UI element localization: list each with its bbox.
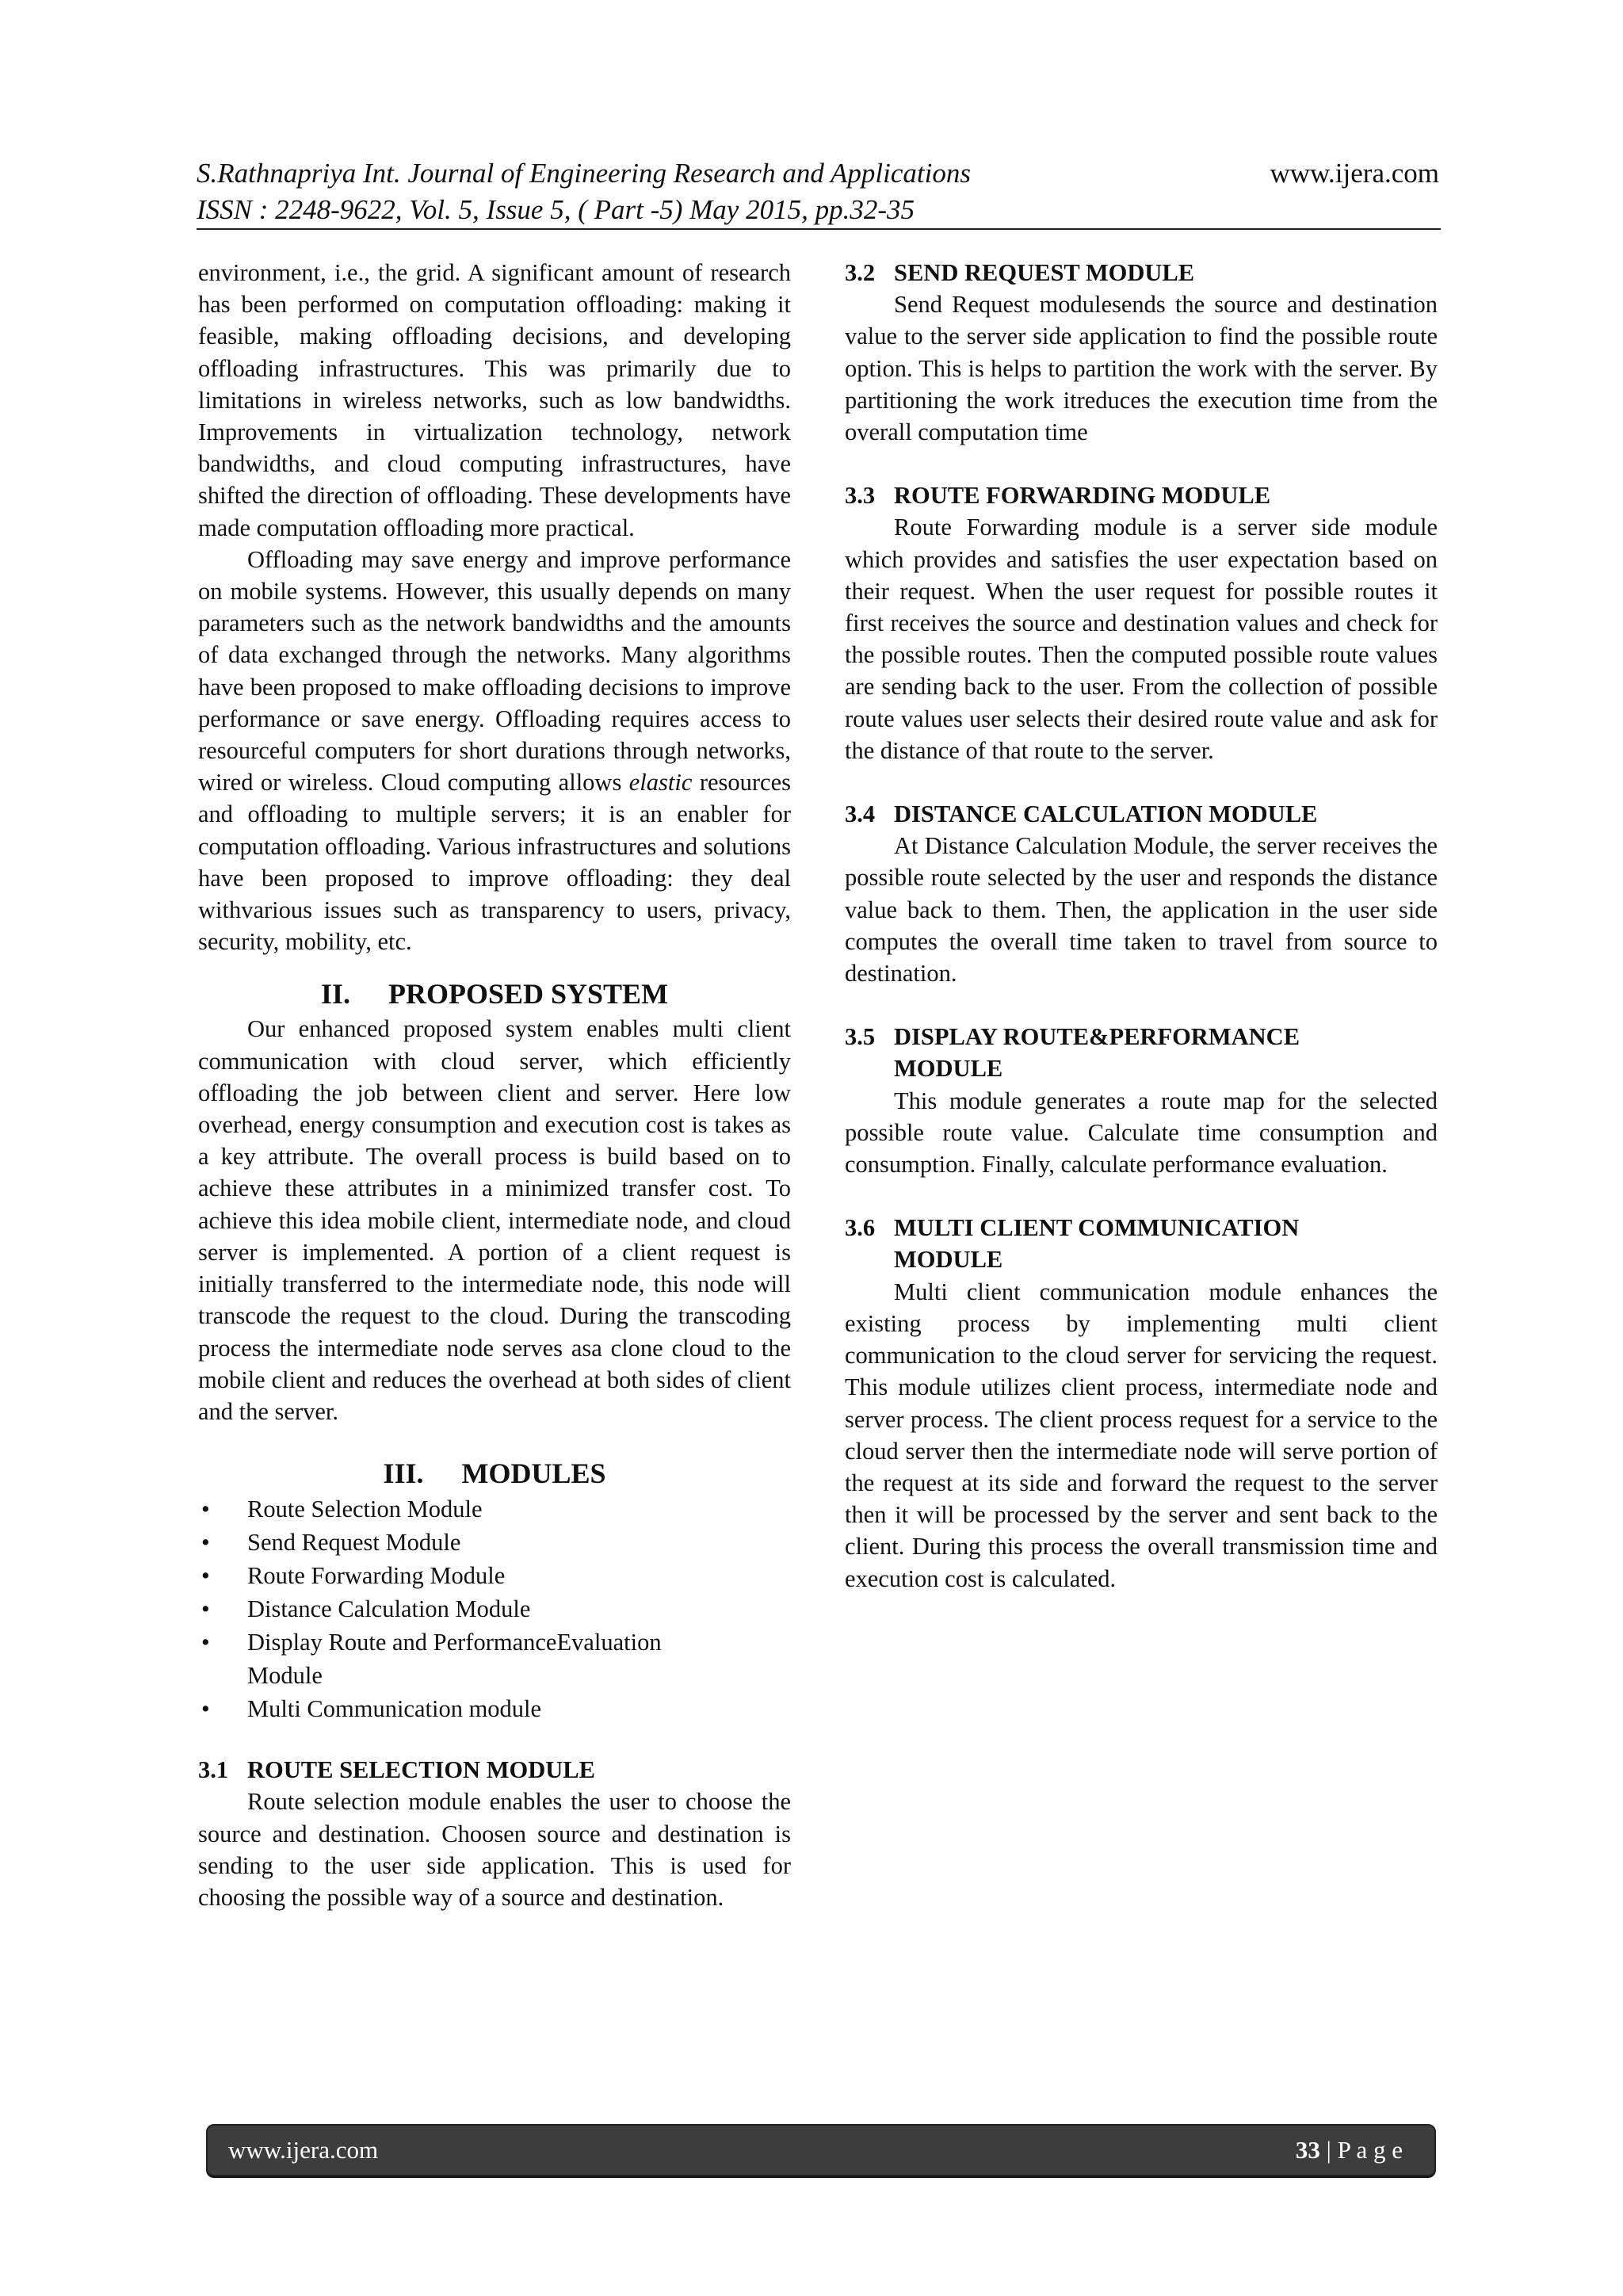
modules-list <box>198 1492 791 1725</box>
paragraph-multi-client: Multi client communication module enhances the existing process by implementing multi client communication to the cloud server for servicing the request. This module utilizes client process, intermediate node and server process. The client process request for a service to the cloud server then the intermediate node will serve portion of the request at its side and forward the request to the server then it will be processed by the server and sent back to the client. During this process the overall transmission time and execution cost is calculated. <box>845 1278 1438 1592</box>
subsection-number: 3.6 <box>845 1214 876 1242</box>
paragraph-route-selection: Route selection module enables the user to choose the source and destination. Choosen source and destination is sending to the user side application. This is used for choosing the possible way of a source and destination. <box>198 1788 791 1911</box>
list-item <box>198 1492 791 1526</box>
section-heading-proposed-system <box>198 976 791 1011</box>
subsection-title: ROUTE FORWARDING MODULE <box>894 482 1271 510</box>
paragraph-offloading-text-a: Offloading may save energy and improve performance on mobile systems. However, this usually depends on many parameters such as the network bandwidths and the amounts of data exchanged through the networks. Many algorithms have been proposed to make offloading decisions to improve performance or save energy. Offloading requires access to resourceful computers for short durations through networks, wired or wireless. Cloud computing allows <box>198 545 791 797</box>
section-title: PROPOSED SYSTEM <box>388 978 669 1010</box>
list-item <box>198 1692 791 1725</box>
subsection-heading-route-forwarding <box>845 479 1438 511</box>
list-item-text: Route Selection Module <box>247 1496 483 1523</box>
journal-title: S.Rathnapriya Int. Journal of Engineering Research and Applications <box>197 158 971 189</box>
paragraph-offloading <box>198 544 791 958</box>
list-item-text: Multi Communication module <box>247 1695 542 1723</box>
list-item-text: Route Forwarding Module <box>247 1562 506 1590</box>
page-header <box>197 155 1439 228</box>
emphasis-elastic: elastic <box>628 769 693 797</box>
list-item <box>198 1626 791 1692</box>
page-footer <box>206 2124 1436 2176</box>
paragraph-offloading-text-b: resources and offloading to multiple servers; it is an enabler for computation offloading. Various infrastructures and solutions have been proposed to improve offloading: they deal withvarious issues such as transparency to users, privacy, security, mobility, etc. <box>198 769 792 956</box>
right-column <box>845 257 1438 1595</box>
header-url[interactable]: www.ijera.com <box>1270 158 1439 189</box>
subsection-title: MULTI CLIENT COMMUNICATION MODULE <box>894 1214 1300 1274</box>
subsection-heading-display-route <box>845 1021 1438 1084</box>
paragraph-distance-calculation: At Distance Calculation Module, the server receives the possible route selected by the user and responds the distance value back to them. Then, the application in the user side computes the overall time taken to travel from source to destination. <box>845 832 1438 988</box>
bullet-icon: • <box>201 1629 210 1656</box>
footer-url[interactable]: www.ijera.com <box>228 2136 379 2164</box>
paragraph-send-request: Send Request modulesends the source and destination value to the server side application to find the possible route option. This is helps to partition the work with the server. By partitioning the work itreduces the execution time from the overall computation time <box>845 291 1438 446</box>
subsection-title: ROUTE SELECTION MODULE <box>247 1756 595 1784</box>
subsection-number: 3.5 <box>845 1023 876 1051</box>
subsection-number: 3.2 <box>845 259 876 286</box>
subsection-title: DISTANCE CALCULATION MODULE <box>894 800 1318 828</box>
page-text: | P a g e <box>1319 2136 1403 2164</box>
subsection-title: SEND REQUEST MODULE <box>894 259 1195 286</box>
subsection-heading-send-request <box>845 257 1438 288</box>
section-number: III. <box>383 1457 424 1490</box>
page-number: 33 <box>1295 2136 1320 2164</box>
subsection-heading-route-selection <box>198 1754 791 1786</box>
bullet-icon: • <box>201 1529 210 1557</box>
list-item-text: Display Route and PerformanceEvaluation Module <box>247 1629 662 1690</box>
section-title: MODULES <box>461 1457 606 1490</box>
page-number-label <box>1296 2136 1403 2164</box>
list-item <box>198 1526 791 1559</box>
subsection-title: DISPLAY ROUTE&PERFORMANCE MODULE <box>894 1023 1300 1083</box>
bullet-icon: • <box>201 1562 210 1590</box>
paragraph-display-route: This module generates a route map for the selected possible route value. Calculate time consumption and consumption. Finally, calculate performance evaluation. <box>845 1087 1438 1179</box>
list-item <box>198 1592 791 1626</box>
section-heading-modules <box>198 1456 791 1491</box>
bullet-icon: • <box>201 1695 210 1723</box>
subsection-number: 3.4 <box>845 800 876 828</box>
paragraph-intro-continued: environment, i.e., the grid. A significant amount of research has been performed on computation offloading: making it feasible, making offloading decisions, and developing offloading infrastructures. This was primarily due to limitations in wireless networks, such as low bandwidths. Improvements in virtualization technology, network bandwidths, and cloud computing infrastructures, have shifted the direction of offloading. These developments have made computation offloading more practical. <box>198 259 791 541</box>
list-item-text: Distance Calculation Module <box>247 1595 531 1623</box>
subsection-number: 3.1 <box>198 1756 229 1784</box>
bullet-icon: • <box>201 1496 210 1523</box>
list-item-text: Send Request Module <box>247 1529 461 1557</box>
subsection-heading-distance-calculation <box>845 798 1438 830</box>
bullet-icon: • <box>201 1595 210 1623</box>
subsection-heading-multi-client <box>845 1212 1438 1275</box>
subsection-number: 3.3 <box>845 482 876 510</box>
issn-line: ISSN : 2248-9622, Vol. 5, Issue 5, ( Part -5) May 2015, pp.32-35 <box>197 194 915 225</box>
paragraph-proposed-system: Our enhanced proposed system enables multi client communication with cloud server, which efficiently offloading the job between client and server. Here low overhead, energy consumption and execution cost is takes as a key attribute. The overall process is build based on to achieve these attributes in a minimized transfer cost. To achieve this idea mobile client, intermediate node, and cloud server is implemented. A portion of a client request is initially transferred to the intermediate node, this node will transcode the request to the cloud. During the transcoding process the intermediate node serves asa clone cloud to the mobile client and reduces the overhead at both sides of client and the server. <box>198 1015 791 1425</box>
left-column <box>198 257 791 1913</box>
section-number: II. <box>320 978 350 1010</box>
header-divider <box>197 228 1441 230</box>
list-item <box>198 1559 791 1592</box>
paragraph-route-forwarding: Route Forwarding module is a server side module which provides and satisfies the user expectation based on their request. When the user request for possible routes it first receives the source and destination values and check for the possible routes. Then the computed possible route values are sending back to the user. From the collection of possible route values user selects their desired route value and ask for the distance of that route to the server. <box>845 514 1438 764</box>
